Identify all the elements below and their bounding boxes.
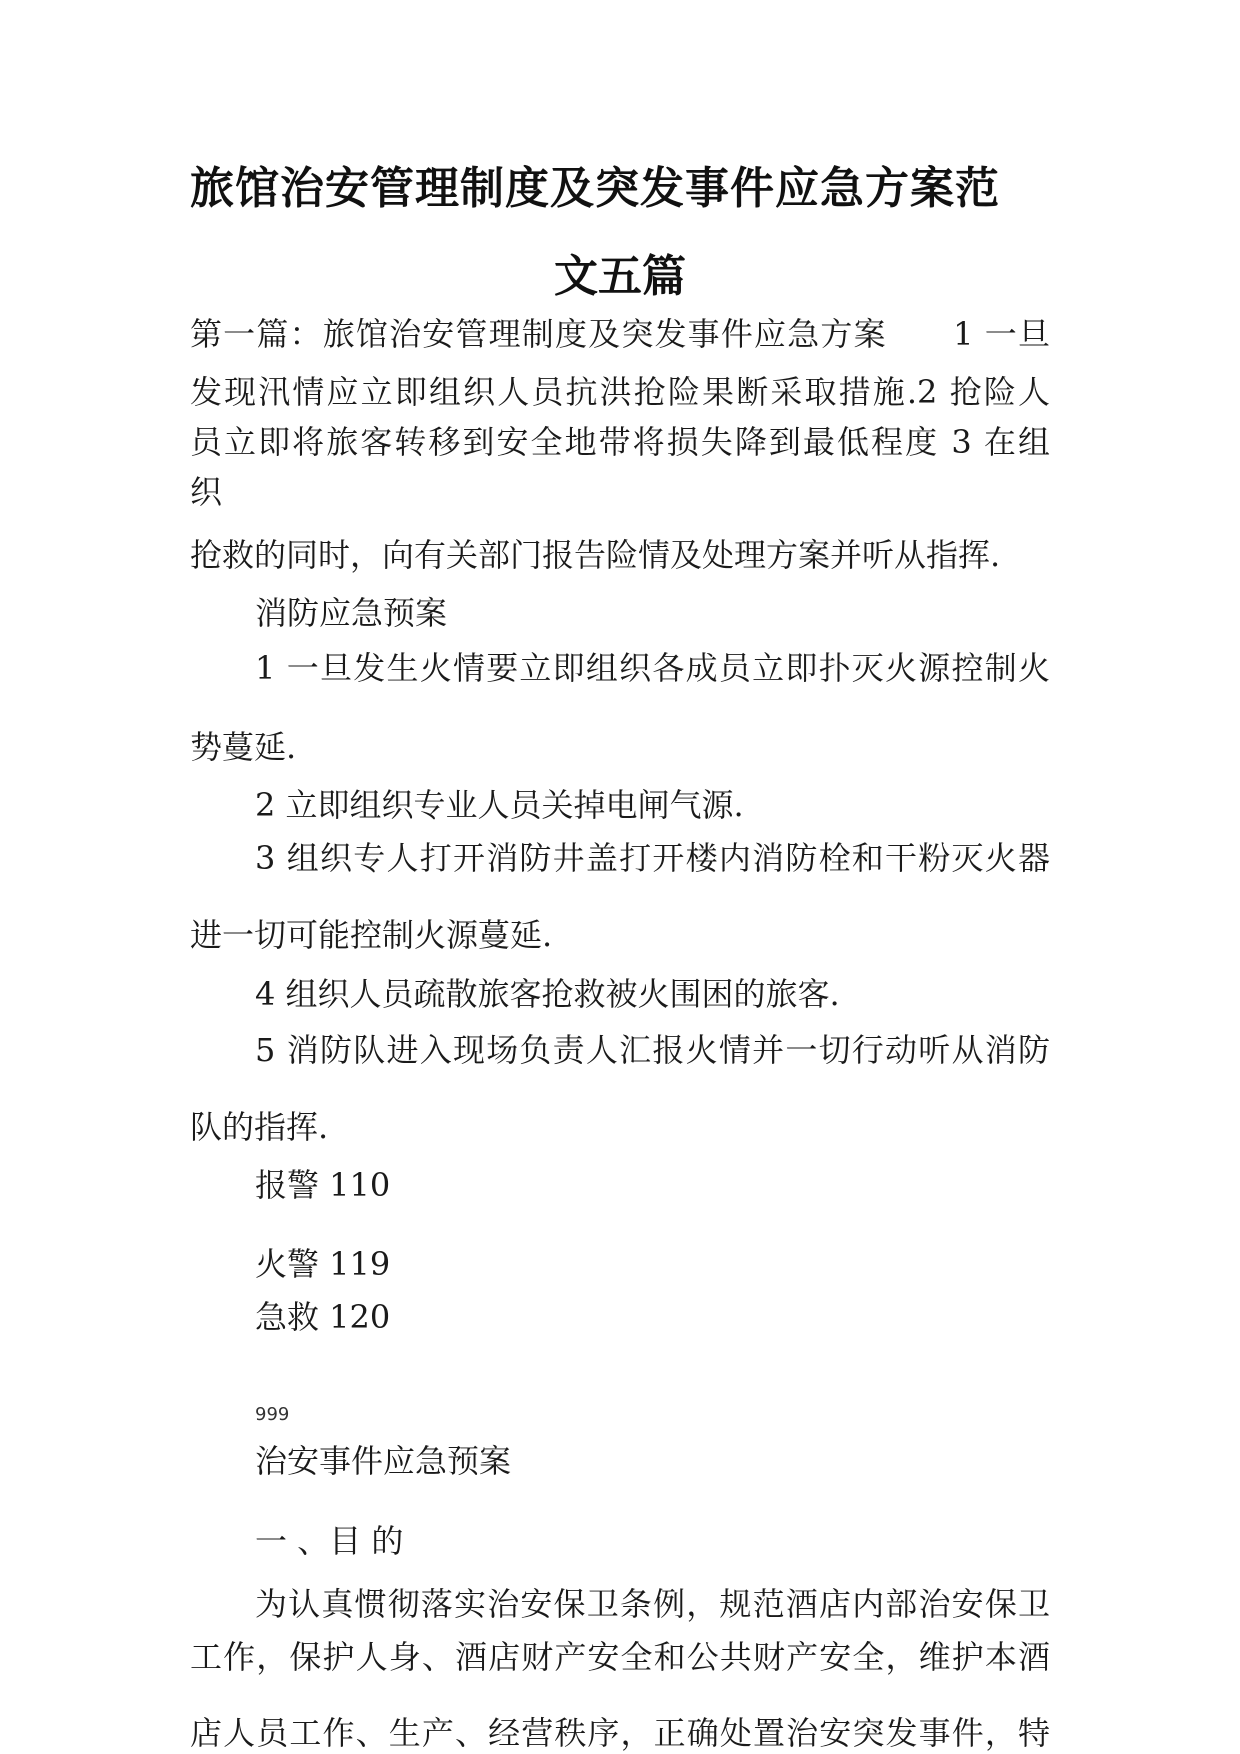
- phone-ambulance: 急救 120: [255, 1298, 391, 1336]
- paragraph-line: 织: [190, 473, 223, 511]
- small-number: 999: [255, 1404, 290, 1425]
- paragraph-line: 第一篇：旅馆治安管理制度及突发事件应急方案 1 一旦: [190, 315, 1050, 353]
- phone-police: 报警 110: [255, 1166, 391, 1204]
- paragraph-line: 进一切可能控制火源蔓延.: [190, 916, 553, 954]
- document-title-line-1: 旅馆治安管理制度及突发事件应急方案范: [190, 163, 1000, 214]
- paragraph-line: 势蔓延.: [190, 728, 297, 766]
- paragraph-line: 5 消防队进入现场负责人汇报火情并一切行动听从消防: [255, 1031, 1050, 1069]
- paragraph-line: 工作，保护人身、酒店财产安全和公共财产安全，维护本酒: [190, 1638, 1050, 1676]
- section-heading-fire: 消防应急预案: [255, 594, 448, 632]
- paragraph-line: 3 组织专人打开消防井盖打开楼内消防栓和干粉灭火器: [255, 839, 1050, 877]
- paragraph-line: 队的指挥.: [190, 1108, 329, 1146]
- paragraph-line: 员立即将旅客转移到安全地带将损失降到最低程度 3 在组: [190, 423, 1050, 461]
- phone-fire: 火警 119: [255, 1245, 391, 1283]
- paragraph-line: 店人员工作、生产、经营秩序，正确处置治安突发事件，特: [190, 1714, 1050, 1752]
- subsection-heading-purpose: 一 、目 的: [255, 1522, 404, 1560]
- paragraph-line: 4 组织人员疏散旅客抢救被火围困的旅客.: [255, 975, 840, 1013]
- paragraph-line: 为认真惯彻落实治安保卫条例，规范酒店内部治安保卫: [255, 1585, 1050, 1623]
- paragraph-line: 1 一旦发生火情要立即组织各成员立即扑灭火源控制火: [255, 649, 1050, 687]
- paragraph-line: 发现汛情应立即组织人员抗洪抢险果断采取措施.2 抢险人: [190, 373, 1050, 411]
- section-heading-security: 治安事件应急预案: [255, 1442, 512, 1480]
- document-title-line-2: 文五篇: [554, 251, 686, 302]
- paragraph-line: 抢救的同时，向有关部门报告险情及处理方案并听从指挥.: [190, 536, 1001, 574]
- paragraph-line: 2 立即组织专业人员关掉电闸气源.: [255, 786, 744, 824]
